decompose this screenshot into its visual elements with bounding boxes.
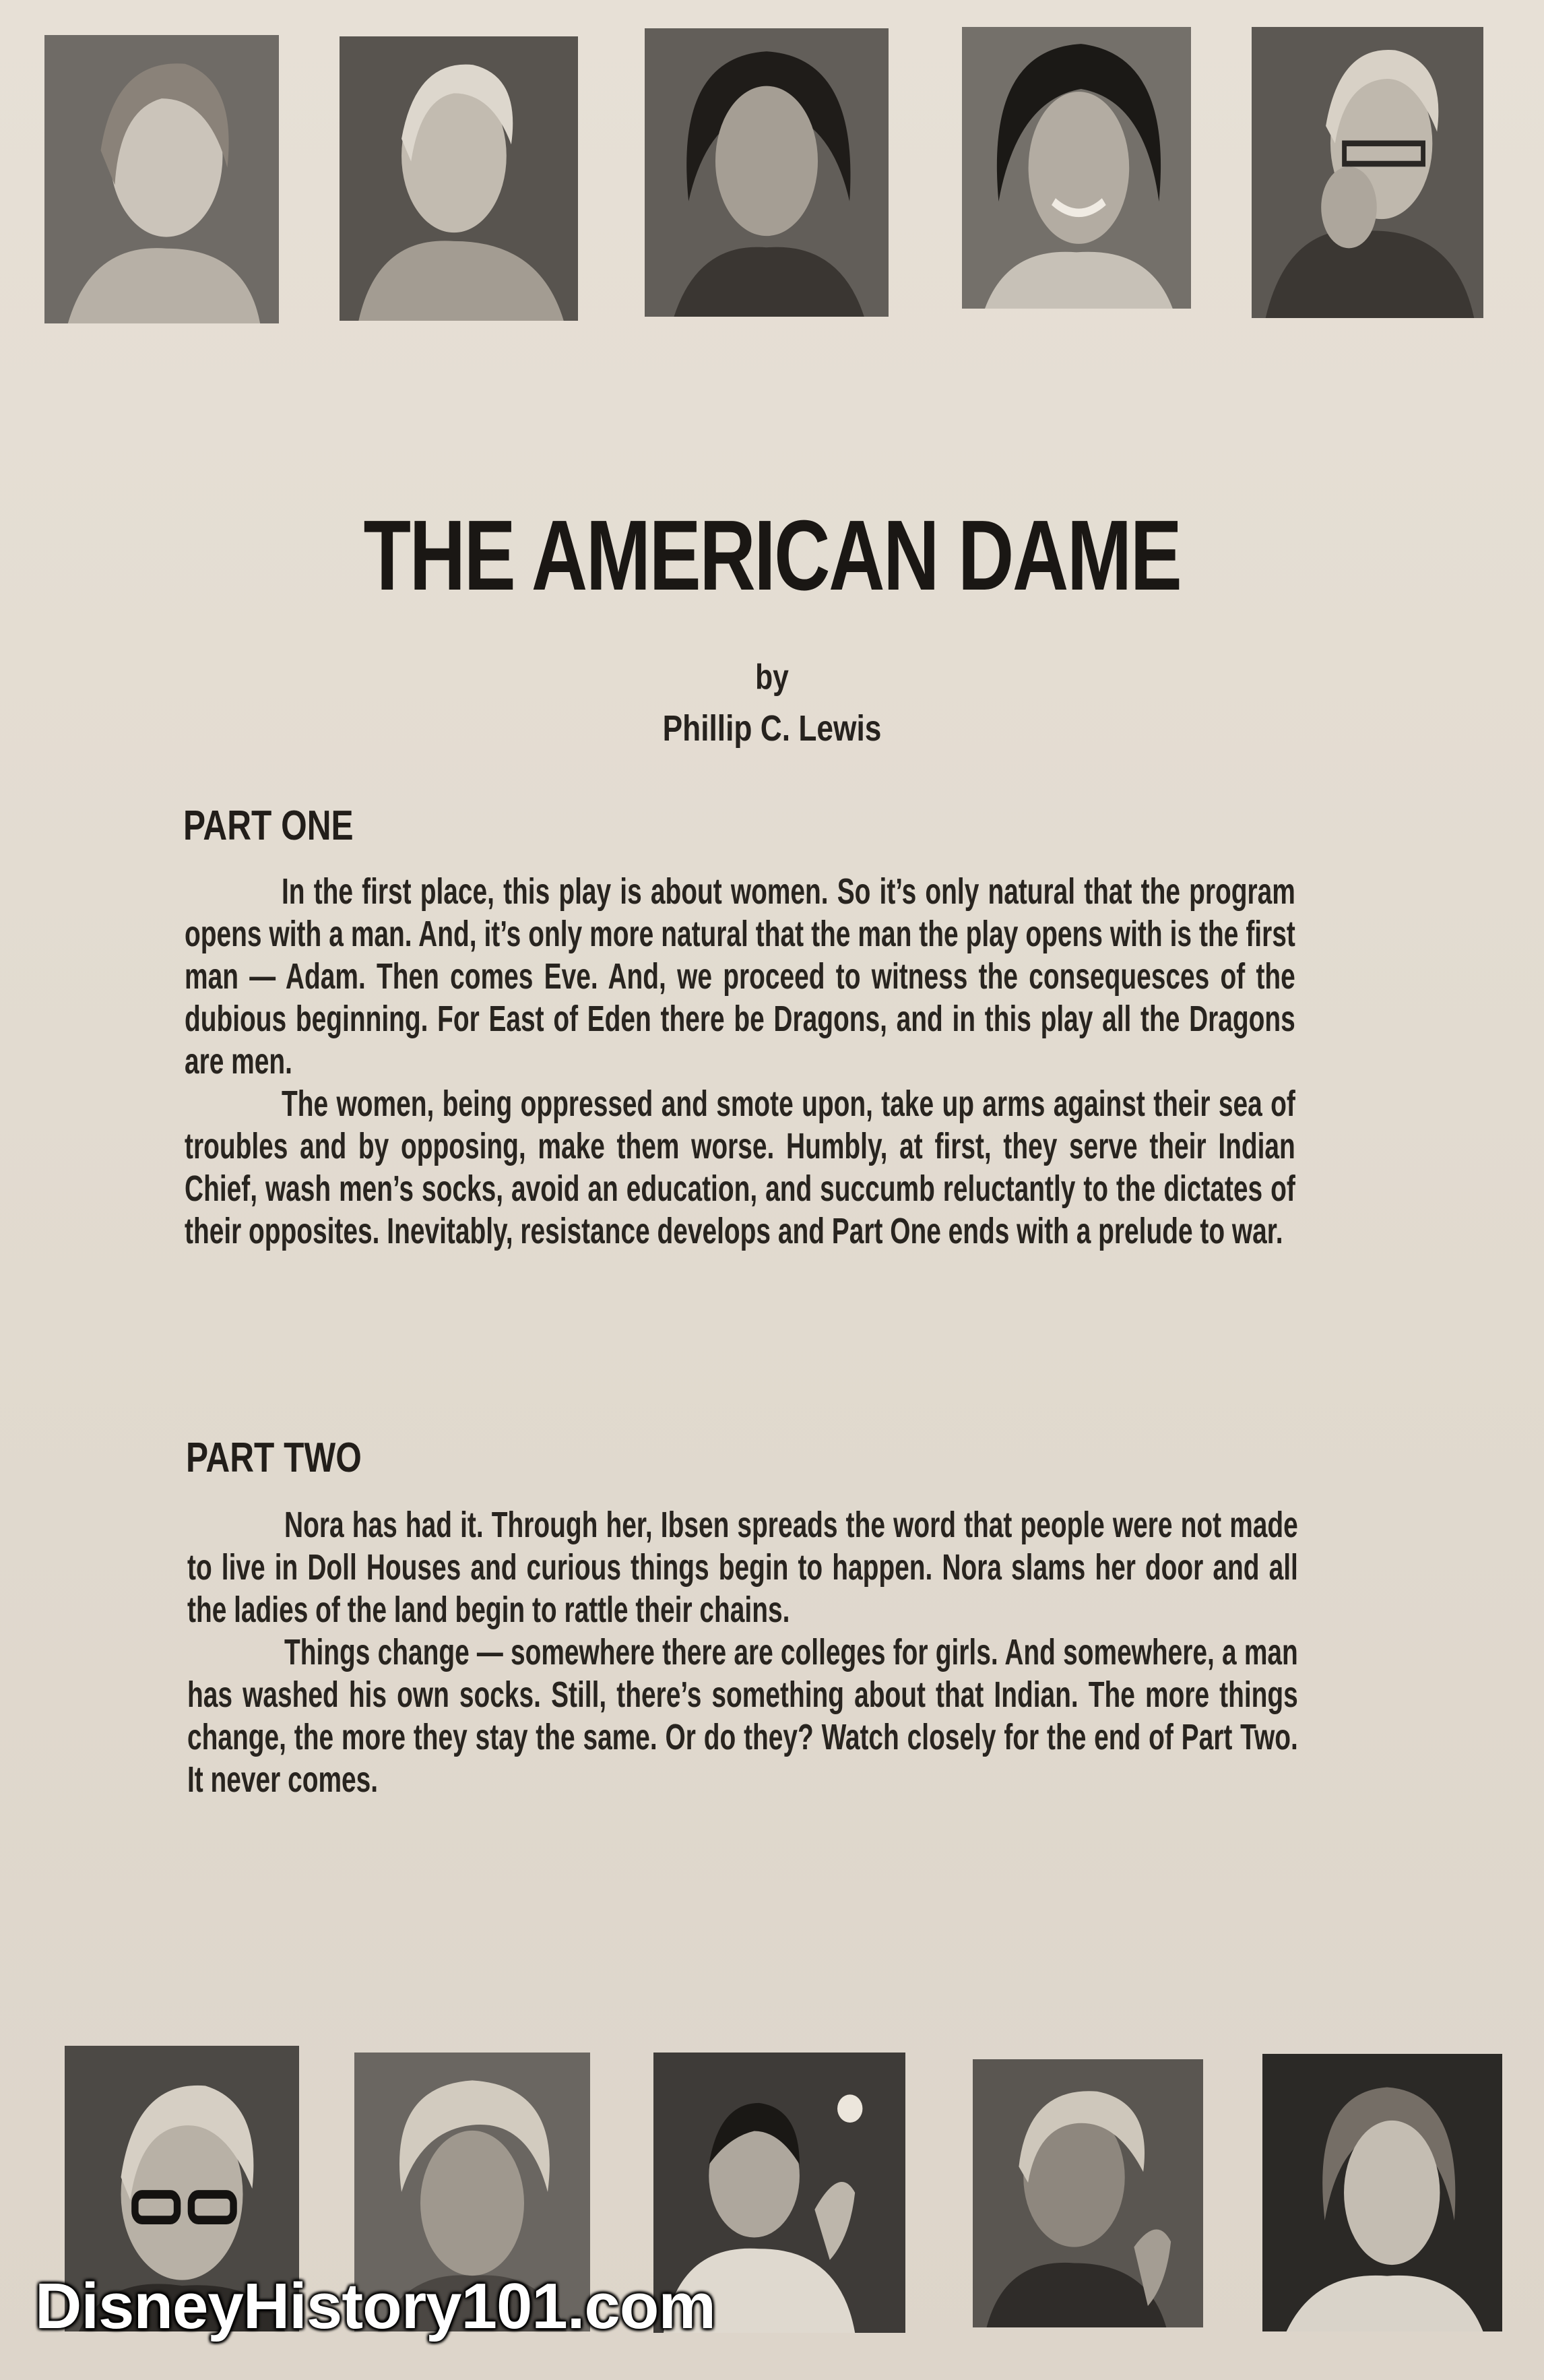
part-one-paragraph: The women, being oppressed and smote upon, take up arms against their sea of troubles and by opposing, make them worse. Humbly, at first, they serve their Indian Chief, wash men’s socks, avoid an education, and succumb reluctantly to the dictates of their opposites. Inevitably, resistance develops and Part One ends with a prelude to war.	[185, 1084, 1295, 1251]
headshot-photo	[962, 27, 1191, 309]
part-one-heading: PART ONE	[183, 803, 354, 849]
headshot-photo	[973, 2059, 1203, 2327]
part-one-text	[185, 871, 1295, 1253]
part-two-text	[187, 1504, 1298, 1801]
byline: by	[755, 658, 789, 697]
part-two-heading: PART TWO	[186, 1435, 362, 1481]
part-two-paragraph: Nora has had it. Through her, Ibsen spreads the word that people were not made to live in Doll Houses and curious things begin to happen. Nora slams her door and all the ladies of the land begin to rattle their chains.	[187, 1505, 1298, 1630]
headshot-photo	[340, 36, 578, 321]
headshot-photo	[44, 35, 279, 323]
part-two-paragraph: Things change — somewhere there are colleges for girls. And somewhere, a man has washed his own socks. Still, there’s something about that Indian. The more things change, the more they stay the same. Or do they? Watch closely for the end of Part Two. It never comes.	[187, 1632, 1298, 1800]
watermark-text: DisneyHistory101.com	[35, 2270, 715, 2342]
part-one-paragraph: In the first place, this play is about women. So it’s only natural that the program opens with a man. And, it’s only more natural that the man the play opens with is the first man — Adam. Then comes Eve. And, we proceed to witness the consequesces of the dubious beginning. For East of Eden there be Dragons, and in this play all the Dragons are men.	[185, 871, 1295, 1082]
headshot-photo	[1252, 27, 1483, 318]
headshot-photo	[1262, 2054, 1502, 2331]
play-title: THE AMERICAN DAME	[363, 500, 1181, 611]
author-name: Phillip C. Lewis	[662, 708, 882, 749]
headshot-photo	[645, 28, 889, 317]
